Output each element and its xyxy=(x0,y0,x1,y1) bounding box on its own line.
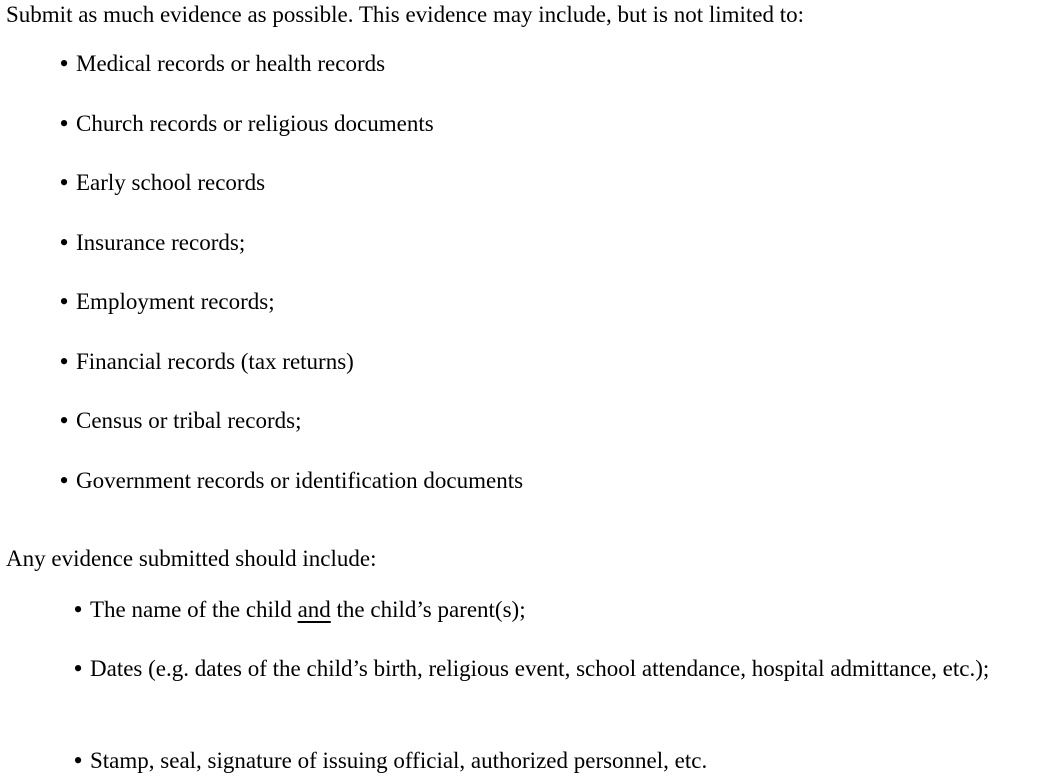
list-item xyxy=(56,110,523,170)
text-segment: the child’s parent(s); xyxy=(330,597,526,622)
list-item-text: Government records or identification documents xyxy=(76,467,524,493)
bullet-icon: • xyxy=(59,49,69,78)
bullet-icon: • xyxy=(59,287,69,316)
list-item xyxy=(56,50,523,110)
evidence-types-list xyxy=(56,50,523,526)
list-item xyxy=(70,655,1042,747)
list-item xyxy=(70,596,1042,655)
bullet-icon: • xyxy=(59,227,69,257)
bullet-icon: • xyxy=(59,108,69,138)
list-item xyxy=(56,229,523,289)
bullet-icon: • xyxy=(73,595,83,624)
bullet-icon: • xyxy=(59,406,69,435)
list-item-text: Church records or religious documents xyxy=(76,110,434,136)
requirements-heading: Any evidence submitted should include: xyxy=(6,546,377,571)
underlined-word: and xyxy=(297,597,331,622)
list-item xyxy=(56,169,523,229)
text-segment: The name of the child xyxy=(90,597,298,622)
list-item xyxy=(56,348,523,408)
list-item-text: Employment records; xyxy=(76,289,275,314)
list-item-text: Financial records (tax returns) xyxy=(76,348,354,374)
list-item-text: Medical records or health records xyxy=(76,51,386,76)
list-item xyxy=(56,288,523,348)
list-item xyxy=(56,467,523,527)
requirements-list xyxy=(70,596,1042,777)
bullet-icon: • xyxy=(59,465,69,495)
list-item-text: Stamp, seal, signature of issuing official, authorized personnel, etc. xyxy=(90,748,708,773)
bullet-icon: • xyxy=(73,654,83,683)
bullet-icon: • xyxy=(59,346,69,376)
intro-paragraph: Submit as much evidence as possible. This evidence may include, but is not limited to: xyxy=(6,2,805,27)
bullet-icon: • xyxy=(73,746,83,775)
list-item-text: Dates (e.g. dates of the child’s birth, religious event, school attendance, hospital admittance, etc.); xyxy=(90,656,990,681)
list-item-text xyxy=(90,597,526,622)
bullet-icon: • xyxy=(59,168,69,197)
list-item-text: Insurance records; xyxy=(76,229,246,255)
list-item-text: Early school records xyxy=(76,170,266,195)
list-item xyxy=(56,407,523,467)
list-item-text: Census or tribal records; xyxy=(76,408,302,433)
